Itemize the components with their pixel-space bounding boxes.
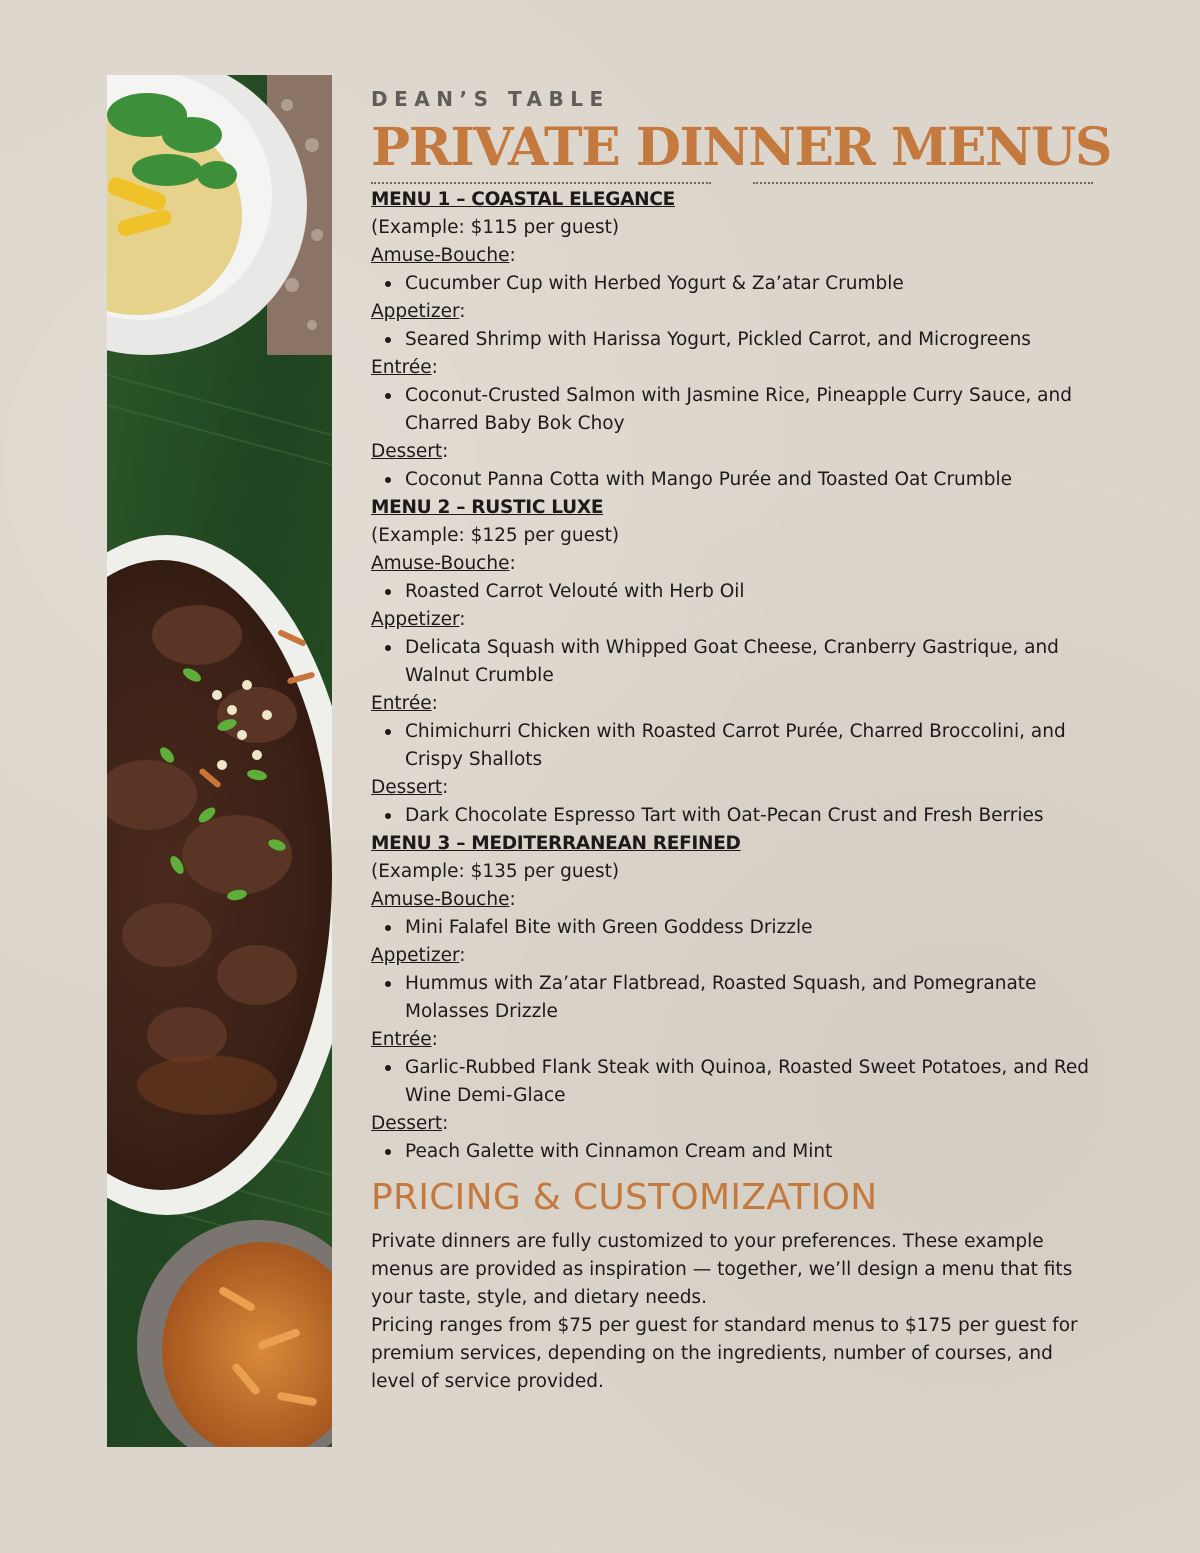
dish-list [371, 634, 1096, 690]
dish-list [371, 466, 1096, 494]
course-label-text: Appetizer [371, 301, 460, 322]
dish-item: Chimichurri Chicken with Roasted Carrot Purée, Charred Broccolini, and Crispy Shallots [405, 718, 1096, 774]
menu-3 [371, 830, 1096, 1166]
course-label: Amuse-Bouche: [371, 889, 516, 910]
course-label: Dessert: [371, 1113, 449, 1134]
dish-item: Hummus with Za’atar Flatbread, Roasted Squash, and Pomegranate Molasses Drizzle [405, 970, 1096, 1026]
course-label-text: Dessert [371, 441, 443, 462]
pricing-paragraph-1: Private dinners are fully customized to your preferences. These example menus are provided as inspiration — together, we’ll design a menu that fits your taste, style, and dietary needs. [371, 1231, 1073, 1308]
dish-list [371, 270, 1096, 298]
pricing-title: PRICING & CUSTOMIZATION [371, 1177, 878, 1218]
dish-list [371, 326, 1096, 354]
dish-list [371, 718, 1096, 774]
course-label: Dessert: [371, 441, 449, 462]
course-label-text: Entrée [371, 357, 432, 378]
dish-item: Dark Chocolate Espresso Tart with Oat-Pecan Crust and Fresh Berries [405, 802, 1096, 830]
course-label: Amuse-Bouche: [371, 553, 516, 574]
course-label-text: Dessert [371, 777, 443, 798]
menu-price: (Example: $125 per guest) [371, 525, 620, 546]
course-label-text: Amuse-Bouche [371, 245, 510, 266]
dish-item: Mini Falafel Bite with Green Goddess Drizzle [405, 914, 1096, 942]
menu-price: (Example: $115 per guest) [371, 217, 620, 238]
menu-heading: MENU 1 – COASTAL ELEGANCE [371, 189, 675, 210]
dish-item: Cucumber Cup with Herbed Yogurt & Za’atar Crumble [405, 270, 1096, 298]
course-label-text: Amuse-Bouche [371, 553, 510, 574]
dish-item: Coconut Panna Cotta with Mango Purée and Toasted Oat Crumble [405, 466, 1096, 494]
course-label-text: Dessert [371, 1113, 443, 1134]
course-label: Appetizer: [371, 945, 466, 966]
dish-list [371, 802, 1096, 830]
dish-item: Garlic-Rubbed Flank Steak with Quinoa, Roasted Sweet Potatoes, and Red Wine Demi-Glace [405, 1054, 1096, 1110]
pricing-paragraph-2: Pricing ranges from $75 per guest for standard menus to $175 per guest for premium services, depending on the ingredients, number of courses, and level of service provided. [371, 1315, 1078, 1392]
food-photo [107, 75, 332, 1447]
dotted-divider [371, 180, 1096, 186]
course-label: Entrée: [371, 357, 438, 378]
course-label: Amuse-Bouche: [371, 245, 516, 266]
menu-heading: MENU 2 – RUSTIC LUXE [371, 497, 604, 518]
page-title: PRIVATE DINNER MENUS [371, 117, 1111, 178]
pricing-text [371, 1228, 1096, 1396]
menu-2 [371, 494, 1096, 830]
course-label: Dessert: [371, 777, 449, 798]
menu-heading: MENU 3 – MEDITERRANEAN REFINED [371, 833, 741, 854]
course-label-text: Entrée [371, 1029, 432, 1050]
dish-item: Coconut-Crusted Salmon with Jasmine Rice, Pineapple Curry Sauce, and Charred Baby Bok Choy [405, 382, 1096, 438]
menu-1 [371, 186, 1096, 494]
course-label: Appetizer: [371, 301, 466, 322]
dish-list [371, 1138, 1096, 1166]
course-label-text: Appetizer [371, 609, 460, 630]
dish-item: Delicata Squash with Whipped Goat Cheese, Cranberry Gastrique, and Walnut Crumble [405, 634, 1096, 690]
dish-list [371, 914, 1096, 942]
dish-list [371, 578, 1096, 606]
dish-item: Peach Galette with Cinnamon Cream and Mint [405, 1138, 1096, 1166]
course-label: Entrée: [371, 1029, 438, 1050]
course-label: Appetizer: [371, 609, 466, 630]
dish-list [371, 1054, 1096, 1110]
brand-name: DEAN’S TABLE [371, 87, 610, 111]
course-label-text: Entrée [371, 693, 432, 714]
dish-list [371, 382, 1096, 438]
menus-list [371, 186, 1096, 1166]
course-label-text: Amuse-Bouche [371, 889, 510, 910]
dish-item: Seared Shrimp with Harissa Yogurt, Pickled Carrot, and Microgreens [405, 326, 1096, 354]
dish-list [371, 970, 1096, 1026]
course-label-text: Appetizer [371, 945, 460, 966]
menu-content [371, 84, 1111, 1396]
menu-price: (Example: $135 per guest) [371, 861, 620, 882]
course-label: Entrée: [371, 693, 438, 714]
dish-item: Roasted Carrot Velouté with Herb Oil [405, 578, 1096, 606]
